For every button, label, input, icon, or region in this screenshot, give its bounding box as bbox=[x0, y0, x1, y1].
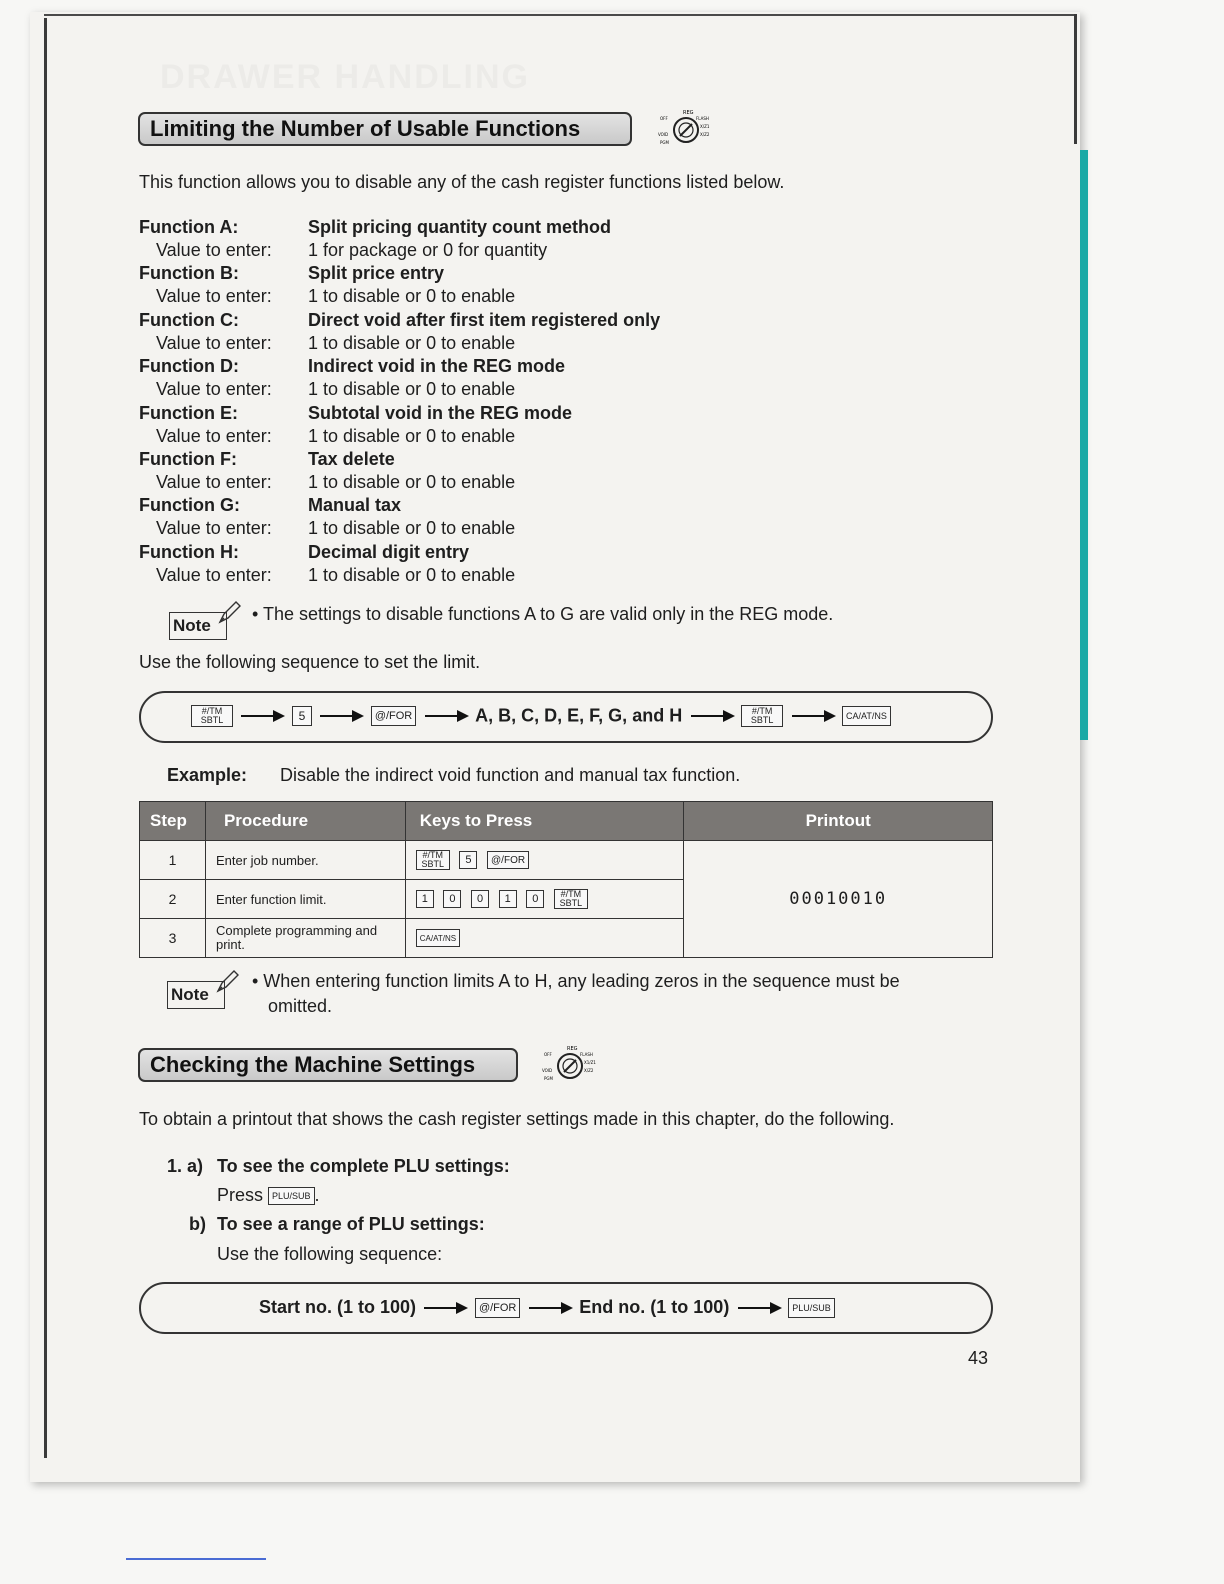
svg-text:OFF: OFF bbox=[660, 116, 668, 121]
step-procedure: Enter function limit. bbox=[205, 880, 405, 919]
step-a-title: To see the complete PLU settings: bbox=[217, 1156, 510, 1176]
note-label: Note bbox=[173, 616, 211, 635]
procedure-table bbox=[139, 801, 993, 958]
value-text: 1 to disable or 0 to enable bbox=[308, 564, 516, 585]
section-title-machine-settings: Checking the Machine Settings bbox=[138, 1048, 518, 1082]
section1-intro: This function allows you to disable any of the cash register functions listed below. bbox=[139, 172, 785, 192]
link-underline[interactable] bbox=[126, 1558, 266, 1560]
step-number: 2 bbox=[140, 880, 206, 919]
function-label: Function G: bbox=[139, 495, 240, 516]
svg-text:PGM: PGM bbox=[544, 1076, 553, 1081]
sequence-box-1 bbox=[139, 691, 993, 743]
step-keys bbox=[405, 919, 684, 958]
example-text: Disable the indirect void function and manual tax function. bbox=[280, 765, 741, 785]
press-label: Press bbox=[217, 1185, 264, 1205]
arrow-icon bbox=[316, 709, 366, 723]
value-text: 1 to disable or 0 to enable bbox=[308, 518, 516, 539]
value-text: 1 for package or 0 for quantity bbox=[308, 240, 548, 260]
value-label: Value to enter: bbox=[156, 379, 272, 400]
function-name: Direct void after first item registered only bbox=[308, 309, 661, 330]
mode-dial-icon bbox=[656, 106, 716, 146]
svg-text:X/Z2: X/Z2 bbox=[584, 1068, 594, 1073]
function-name: Tax delete bbox=[308, 449, 395, 469]
table-row bbox=[140, 841, 993, 880]
function-name: Indirect void in the REG mode bbox=[308, 356, 566, 377]
arrow-icon bbox=[687, 709, 737, 723]
value-label: Value to enter: bbox=[156, 518, 272, 539]
key-plu-sub: PLU/SUB bbox=[268, 1187, 315, 1205]
key-digit: 0 bbox=[526, 890, 544, 908]
note2-text-line1: • When entering function limits A to H, any leading zeros in the sequence must be bbox=[252, 971, 900, 991]
page-edge-top bbox=[44, 14, 1074, 16]
arrow-icon bbox=[788, 709, 838, 723]
note-label: Note bbox=[171, 985, 209, 1004]
function-name: Subtotal void in the REG mode bbox=[308, 402, 573, 423]
value-label: Value to enter: bbox=[156, 425, 272, 446]
step-b-text: Use the following sequence: bbox=[217, 1244, 443, 1264]
key-5: 5 bbox=[459, 851, 477, 869]
key-ca-at-ns: CA/AT/NS bbox=[416, 929, 460, 947]
value-text: 1 to disable or 0 to enable bbox=[308, 332, 516, 353]
function-label: Function D: bbox=[139, 356, 239, 377]
function-label: Function A: bbox=[139, 217, 239, 237]
pencil-icon bbox=[214, 969, 240, 995]
function-label: Function H: bbox=[139, 541, 239, 562]
value-text: 1 to disable or 0 to enable bbox=[308, 472, 516, 492]
header-keys: Keys to Press bbox=[405, 802, 684, 841]
note1-text: • The settings to disable functions A to G are valid only in the REG mode. bbox=[252, 604, 834, 624]
step-a-instruction: Press PLU/SUB . bbox=[217, 1185, 320, 1205]
svg-text:PGM: PGM bbox=[660, 140, 669, 145]
key-for: @/FOR bbox=[487, 851, 529, 869]
key-digit: 0 bbox=[443, 890, 461, 908]
section2-intro: To obtain a printout that shows the cash register settings made in this chapter, do the following. bbox=[139, 1109, 895, 1129]
svg-text:X1/Z1: X1/Z1 bbox=[584, 1060, 596, 1065]
sequence-intro: Use the following sequence to set the limit. bbox=[139, 652, 481, 672]
function-label: Function E: bbox=[139, 402, 238, 423]
arrow-icon bbox=[237, 709, 287, 723]
key-plu-sub: PLU/SUB bbox=[788, 1298, 835, 1318]
sequence-box-2 bbox=[139, 1282, 993, 1334]
function-label: Function B: bbox=[139, 263, 239, 284]
step-b-title: To see a range of PLU settings: bbox=[217, 1214, 485, 1234]
next-page-edge bbox=[1080, 150, 1088, 740]
svg-text:VOID: VOID bbox=[542, 1068, 553, 1073]
value-label: Value to enter: bbox=[156, 564, 272, 585]
step-b-number: b) bbox=[189, 1214, 206, 1234]
function-name: Split price entry bbox=[308, 263, 445, 284]
header-step: Step bbox=[140, 802, 206, 841]
note2-text-line2: omitted. bbox=[268, 996, 333, 1016]
mode-dial-icon bbox=[540, 1042, 600, 1082]
svg-text:X/Z1: X/Z1 bbox=[700, 124, 710, 129]
svg-text:REG: REG bbox=[567, 1046, 578, 1052]
key-digit: 0 bbox=[471, 890, 489, 908]
key-for: @/FOR bbox=[475, 1298, 520, 1318]
step-a-number: 1. a) bbox=[167, 1156, 204, 1176]
function-name: Manual tax bbox=[308, 495, 402, 516]
value-text: 1 to disable or 0 to enable bbox=[308, 425, 516, 446]
value-label: Value to enter: bbox=[156, 286, 272, 307]
step-keys bbox=[405, 880, 684, 919]
key-tm-sbtl: #/TM SBTL bbox=[554, 889, 588, 909]
arrow-icon bbox=[420, 1301, 470, 1315]
key-tm-sbtl: #/TM SBTL bbox=[416, 850, 450, 870]
key-digit: 1 bbox=[499, 890, 517, 908]
arrow-icon bbox=[421, 709, 471, 723]
key-ca-at-ns: CA/AT/NS bbox=[842, 706, 891, 726]
example-label: Example: bbox=[167, 765, 248, 785]
key-for: @/FOR bbox=[371, 706, 416, 726]
key-5: 5 bbox=[292, 706, 312, 726]
header-procedure: Procedure bbox=[205, 802, 405, 841]
svg-text:X/Z2: X/Z2 bbox=[700, 132, 710, 137]
step-keys bbox=[405, 841, 684, 880]
step-number: 3 bbox=[140, 919, 206, 958]
step-procedure: Complete programming and print. bbox=[205, 919, 405, 958]
value-text: 1 to disable or 0 to enable bbox=[308, 379, 516, 400]
function-name: Split pricing quantity count method bbox=[308, 217, 611, 237]
pencil-icon bbox=[216, 600, 242, 626]
value-text: 1 to disable or 0 to enable bbox=[308, 286, 516, 307]
value-label: Value to enter: bbox=[156, 332, 272, 353]
page-number: 43 bbox=[968, 1348, 989, 1368]
section-title-limiting-functions: Limiting the Number of Usable Functions bbox=[138, 112, 632, 146]
svg-text:FLASH: FLASH bbox=[696, 116, 709, 121]
svg-text:VOID: VOID bbox=[658, 132, 669, 137]
function-letters: A, B, C, D, E, F, G, and H bbox=[475, 705, 683, 726]
start-no-label: Start no. (1 to 100) bbox=[259, 1297, 417, 1317]
key-digit: 1 bbox=[416, 890, 434, 908]
page-edge-right bbox=[1074, 14, 1077, 144]
step-procedure: Enter job number. bbox=[205, 841, 405, 880]
value-label: Value to enter: bbox=[156, 472, 272, 492]
key-tm-sbtl: #/TM SBTL bbox=[741, 705, 783, 727]
key-tm-sbtl: #/TM SBTL bbox=[191, 705, 233, 727]
arrow-icon bbox=[734, 1301, 784, 1315]
svg-text:FLASH: FLASH bbox=[580, 1052, 593, 1057]
header-printout: Printout bbox=[684, 802, 993, 841]
value-label: Value to enter: bbox=[156, 240, 272, 260]
function-label: Function C: bbox=[139, 309, 239, 330]
arrow-icon bbox=[525, 1301, 575, 1315]
svg-text:OFF: OFF bbox=[544, 1052, 552, 1057]
function-label: Function F: bbox=[139, 449, 237, 469]
function-name: Decimal digit entry bbox=[308, 541, 470, 562]
page-edge-left bbox=[44, 18, 47, 1458]
printout-value: 00010010 bbox=[684, 841, 993, 958]
step-number: 1 bbox=[140, 841, 206, 880]
end-no-label: End no. (1 to 100) bbox=[579, 1297, 730, 1317]
faint-header: DRAWER HANDLING bbox=[160, 58, 530, 96]
svg-text:REG: REG bbox=[683, 110, 694, 116]
